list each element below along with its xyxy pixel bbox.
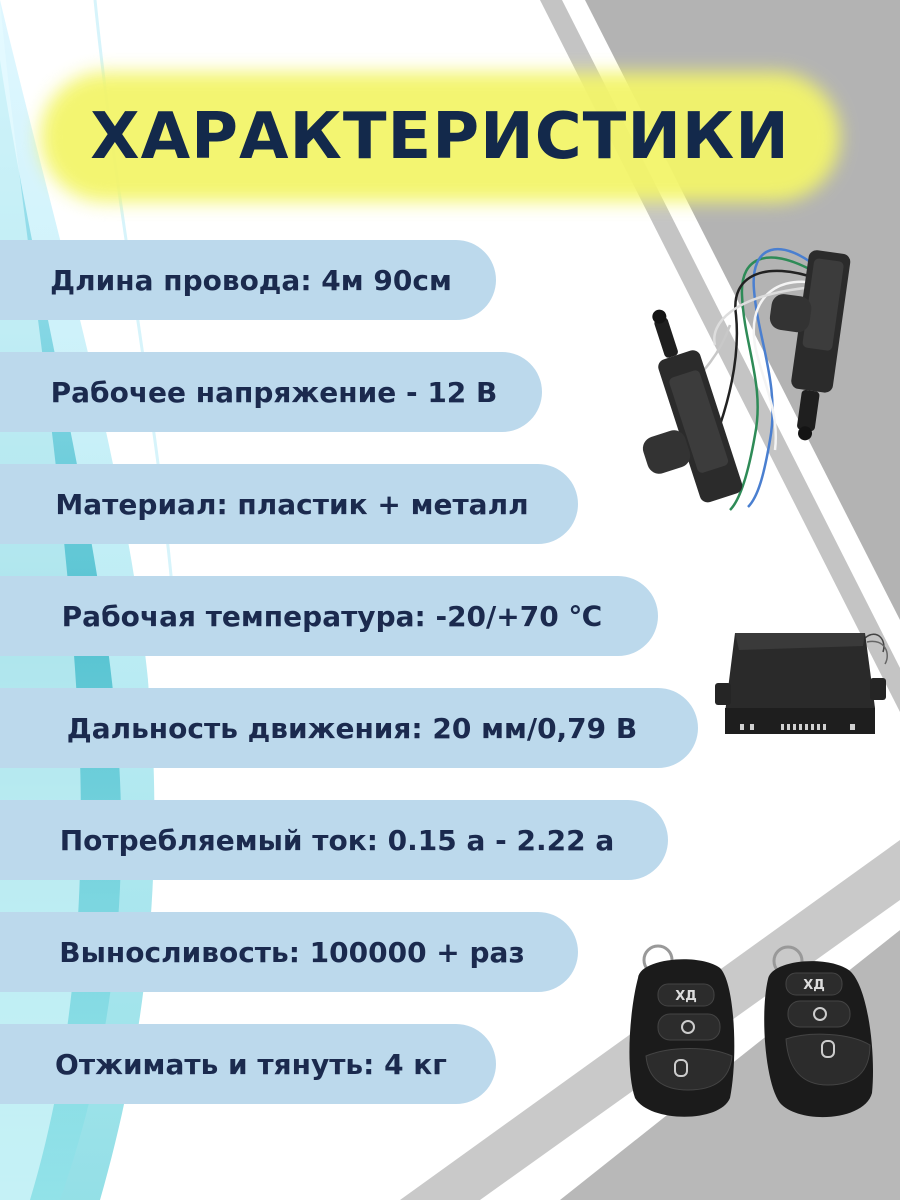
spec-wire-length — [0, 240, 496, 320]
remote-key-fobs-image — [620, 938, 895, 1128]
spec-current — [0, 800, 668, 880]
spec-voltage — [0, 352, 542, 432]
spec-label: Потребляемый ток: 0.15 а - 2.22 а — [59, 823, 615, 857]
spec-label: Рабочая температура: -20/+70 ℃ — [61, 599, 603, 633]
spec-endurance — [0, 912, 578, 992]
title-banner — [40, 62, 840, 212]
spec-stroke-range — [0, 688, 698, 768]
spec-label: Выносливость: 100000 + раз — [59, 935, 525, 969]
spec-label: Отжимать и тянуть: 4 кг — [55, 1047, 447, 1081]
spec-force — [0, 1024, 496, 1104]
spec-label: Рабочее напряжение - 12 В — [50, 375, 498, 409]
remote-button-label: ХД — [675, 989, 697, 1004]
key-fob-right — [764, 947, 873, 1117]
spec-label: Дальность движения: 20 мм/0,79 В — [66, 711, 638, 745]
key-fob-left — [629, 946, 734, 1117]
door-lock-actuators-image — [630, 235, 890, 525]
spec-label: Длина провода: 4м 90см — [50, 263, 452, 297]
page-title: ХАРАКТЕРИСТИКИ — [90, 100, 790, 174]
spec-label: Материал: пластик + металл — [55, 487, 529, 521]
remote-button-label: ХД — [803, 978, 825, 993]
control-unit-image — [715, 628, 895, 743]
spec-material — [0, 464, 578, 544]
spec-temperature — [0, 576, 658, 656]
